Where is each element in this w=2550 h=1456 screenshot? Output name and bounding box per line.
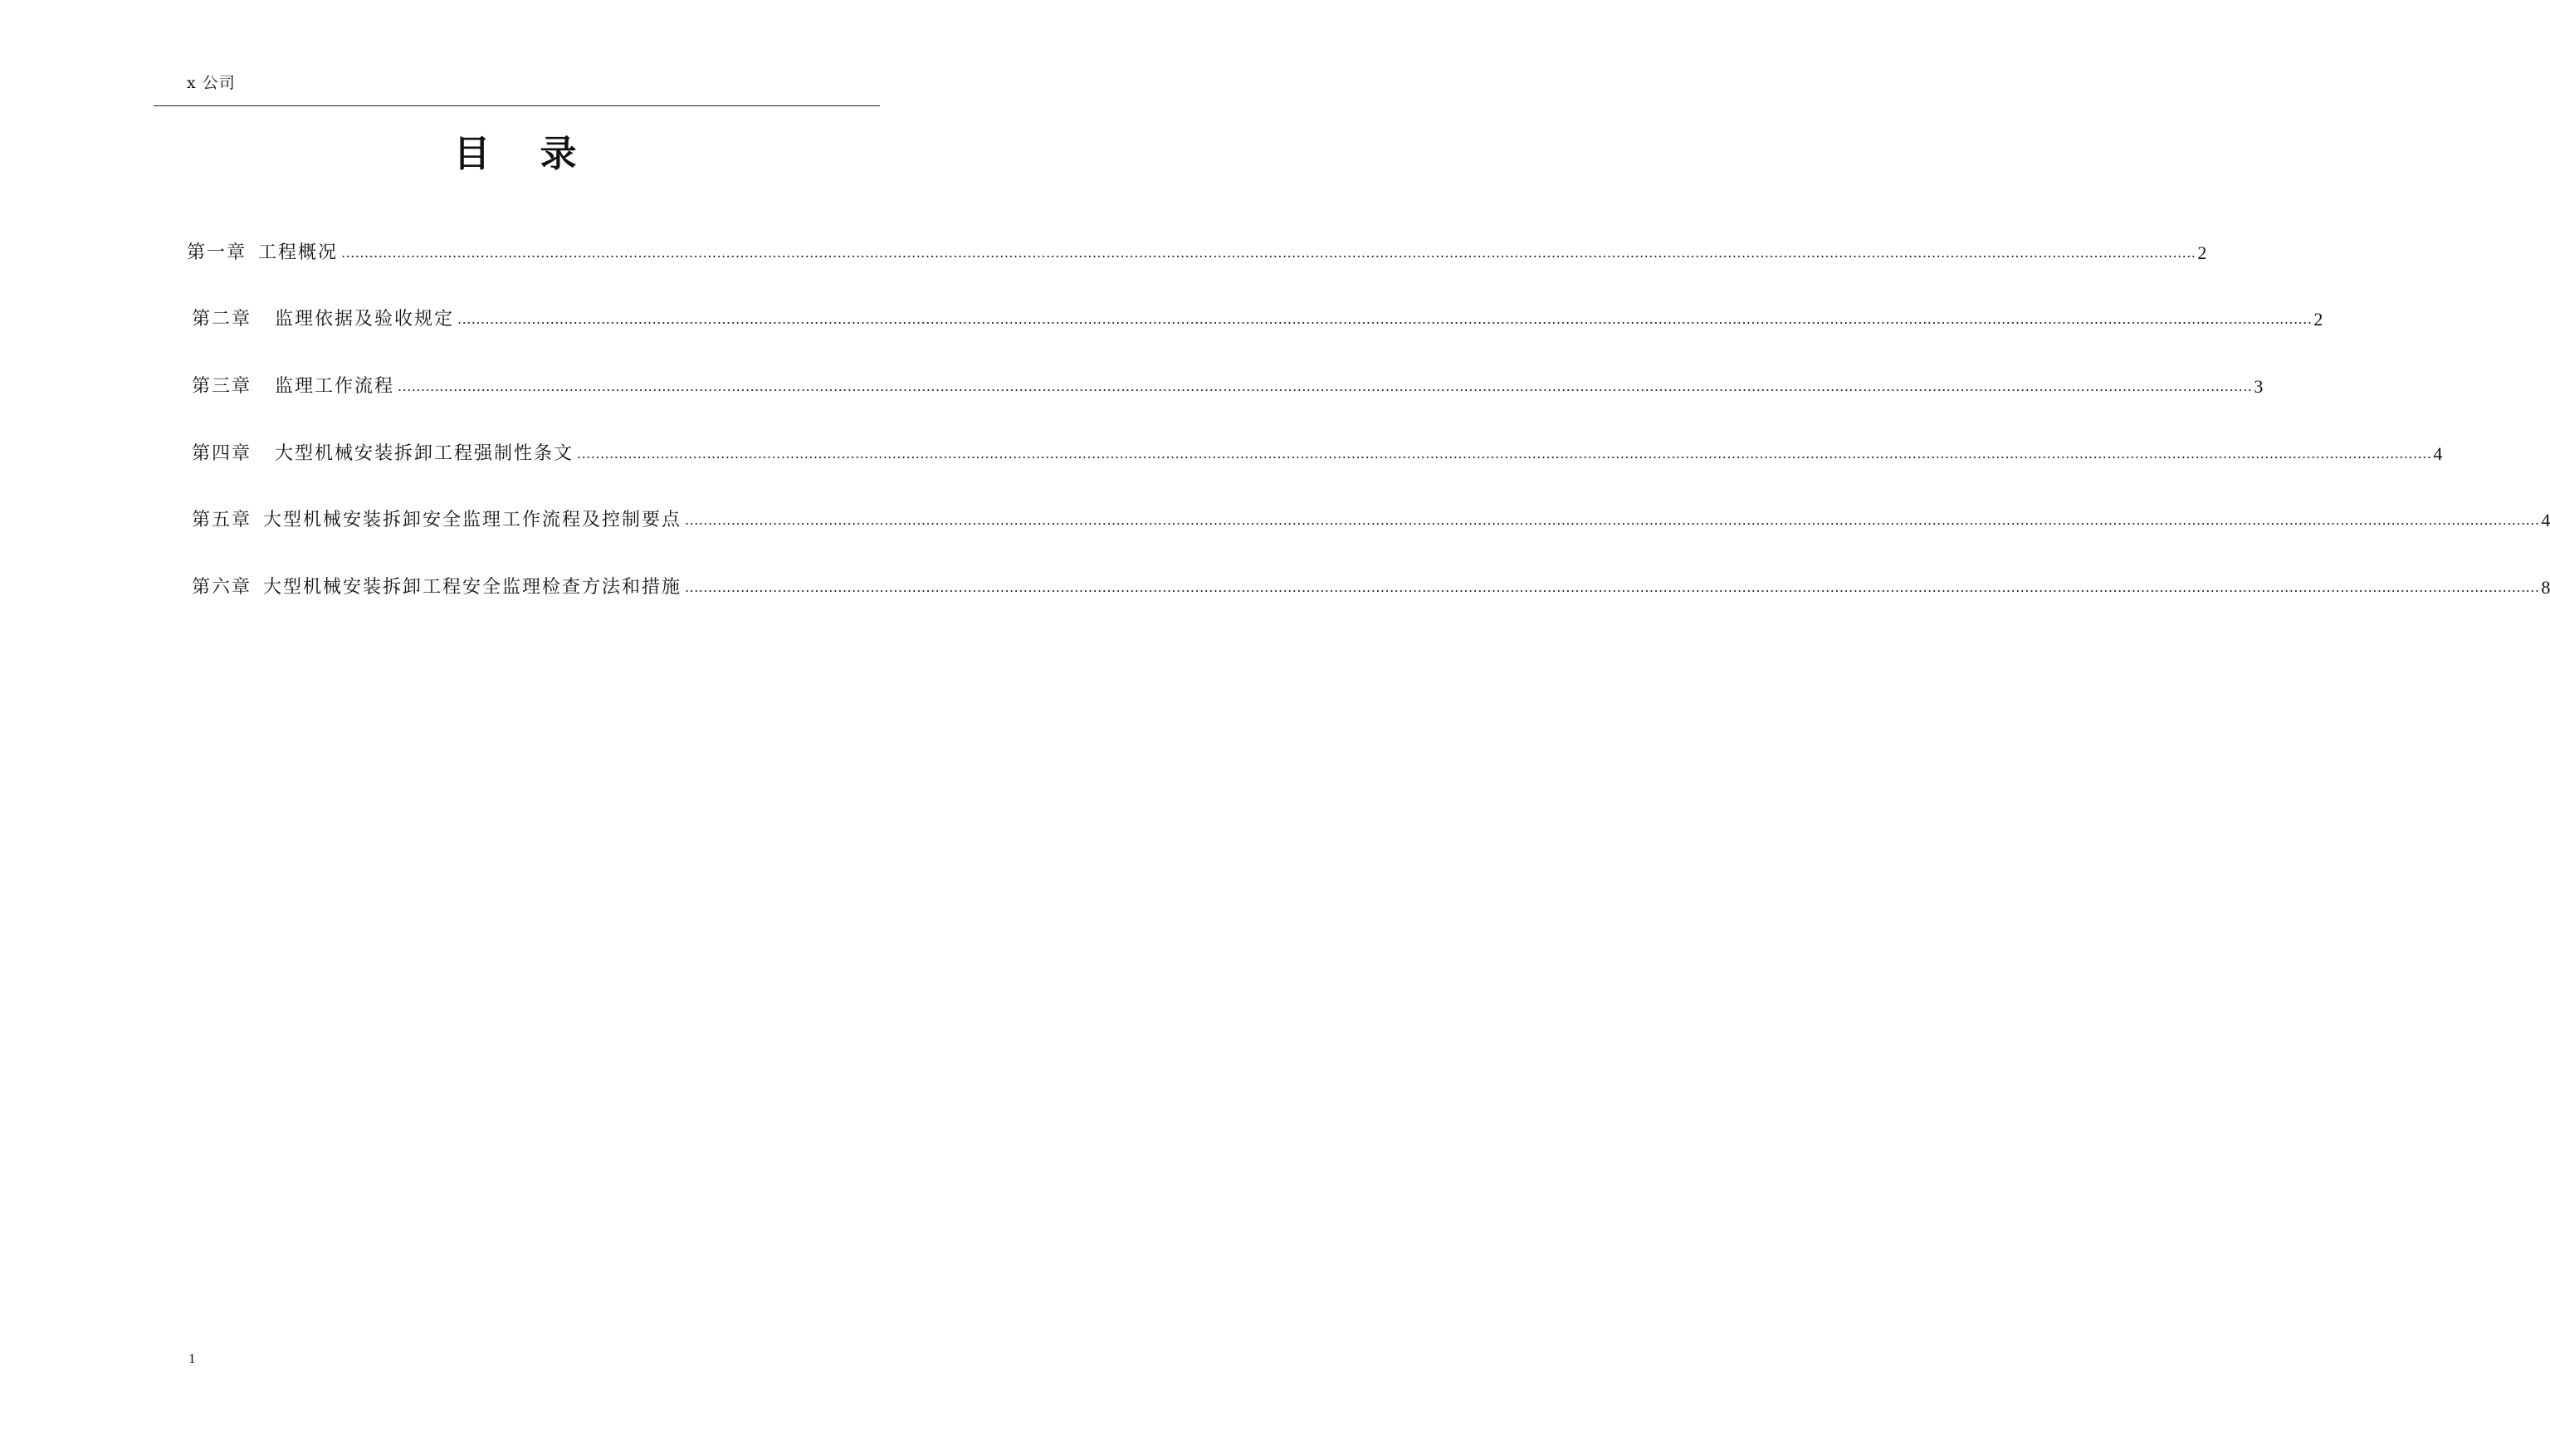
page-number: 1 xyxy=(188,1351,196,1366)
toc-chapter-label: 第三章 xyxy=(192,376,252,397)
toc-dot-leader: ................................................................................................................................................................................................................................................................................................................................................................................................................ xyxy=(685,512,2540,528)
toc-entry-title: 监理工作流程 xyxy=(275,376,395,397)
toc-entry-title: 大型机械安装拆卸安全监理工作流程及控制要点 xyxy=(263,510,682,530)
toc-entry[interactable] xyxy=(192,374,2264,399)
toc-entry-title: 工程概况 xyxy=(258,242,339,263)
toc-page-number: 8 xyxy=(2541,577,2550,598)
title-char-2: 录 xyxy=(540,133,577,175)
toc-entry-title: 监理依据及验收规定 xyxy=(275,309,455,330)
toc-chapter-label: 第四章 xyxy=(192,443,252,464)
toc-chapter-label: 第一章 xyxy=(187,242,247,263)
toc-entry[interactable] xyxy=(187,241,2207,266)
toc-dot-leader: ................................................................................................................................................................................................................................................................................................................................................................................................................ xyxy=(457,311,2313,327)
header-company: x 公司 xyxy=(187,74,236,92)
toc-page-number: 2 xyxy=(2313,309,2323,330)
title-char-1: 目 xyxy=(453,133,491,175)
toc-page-number: 3 xyxy=(2254,376,2264,397)
toc-entry-title: 大型机械安装拆卸工程安全监理检查方法和措施 xyxy=(263,577,682,598)
toc-dot-leader: ................................................................................................................................................................................................................................................................................................................................................................................................................ xyxy=(398,379,2253,394)
toc-entry-title: 大型机械安装拆卸工程强制性条文 xyxy=(275,443,574,464)
toc-entry[interactable] xyxy=(192,307,2323,332)
toc-page-number: 4 xyxy=(2433,443,2443,464)
toc-chapter-label: 第六章 xyxy=(192,577,252,598)
toc-page-number: 4 xyxy=(2541,510,2550,530)
toc-entry[interactable] xyxy=(192,508,2550,533)
toc-entry[interactable] xyxy=(192,442,2443,467)
toc-dot-leader: ................................................................................................................................................................................................................................................................................................................................................................................................................ xyxy=(341,245,2196,261)
toc-dot-leader: ................................................................................................................................................................................................................................................................................................................................................................................................................ xyxy=(685,579,2540,595)
toc-page-number: 2 xyxy=(2197,242,2207,263)
toc-chapter-label: 第二章 xyxy=(192,309,252,330)
toc-entry[interactable] xyxy=(192,575,2550,600)
toc-dot-leader: ................................................................................................................................................................................................................................................................................................................................................................................................................ xyxy=(577,446,2432,462)
toc-chapter-label: 第五章 xyxy=(192,510,252,530)
